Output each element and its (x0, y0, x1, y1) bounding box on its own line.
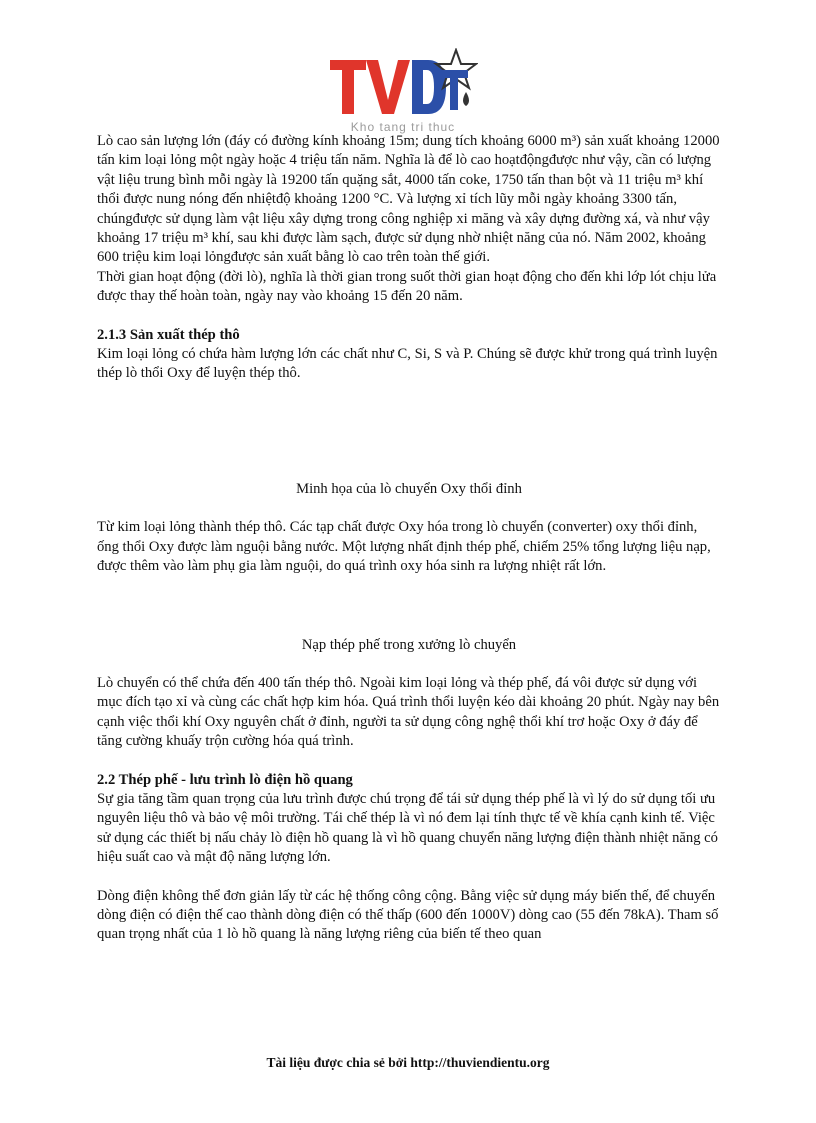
caption-oxygen-converter: Minh họa của lò chuyển Oxy thổi đỉnh (296, 480, 522, 497)
tvdt-logo (328, 48, 478, 138)
caption-scrap-charging: Nạp thép phế trong xưởng lò chuyển (301, 636, 517, 653)
logo-tagline: Kho tang tri thuc (350, 120, 456, 134)
heading-electric-arc-furnace: 2.2 Thép phế - lưu trình lò điện hồ quang (97, 771, 353, 788)
paragraph-blast-furnace-capacity: Lò cao sản lượng lớn (đáy có đường kính khoảng 15m; dung tích khoảng 6000 m³) sản xuất khoảng 12000 tấn kim loại lỏng một ngày hoặc 4 triệu tấn năm. Nghĩa là để lò cao hoạtđộngđược như vậy, cần có lượng vật liệu trung bình mỗi ngày là 19200 tấn quặng sắt, 4000 tấn coke, 1750 tấn than bột và 11 triệu m³ khí thổi được nung nóng đến nhiệtđộ khoảng 1200 °C. Và lượng xỉ tích lũy mỗi ngày khoảng 3300 tấn, chúngđược sử dụng làm vật liệu xây dựng trong công nghiệp xi măng và xây dựng đường xá, và như vậy khoảng 17 triệu m³ khí, sau khi được làm sạch, được sử dụng nhờ nhiệt năng của nó. Năm 2002, khoảng 600 triệu kim loại lỏngđược sản xuất bằng lò cao trên toàn thế giới. (97, 133, 720, 266)
paragraph-liquid-metal: Kim loại lỏng có chứa hàm lượng lớn các chất như C, Si, S và P. Chúng sẽ được khử trong quá trình luyện thép lò thổi Oxy để luyện thép thô. (97, 346, 718, 382)
paragraph-scrap-recycling: Sự gia tăng tầm quan trọng của lưu trình được chú trọng để tái sử dụng thép phế là vì lý do sử dụng tối ưu nguyên liệu thô và bảo vệ môi trường. Tái chế thép là vì nó đem lại tính thực tế về khía cạnh kinh tế. Việc sử dụng các thiết bị nấu chảy lò điện hồ quang là vì hồ quang chuyển năng lượng điện thành nhiệt năng có hiệu suất cao và mật độ năng lượng lớn. (97, 790, 718, 866)
paragraph-electric-current: Dòng điện không thể đơn giản lấy từ các hệ thống công cộng. Bằng việc sử dụng máy biến thế, để chuyển dòng điện có điện thế cao thành dòng điện có thế thấp (600 đến 1000V) dòng cao (55 đến 78kA). Tham số quan trọng nhất của 1 lò hồ quang là năng lượng riêng của biến tế theo quan (97, 887, 719, 943)
paragraph-furnace-lifetime: Thời gian hoạt động (đời lò), nghĩa là thời gian trong suốt thời gian hoạt động cho đến khi lớp lót chịu lửa được thay thế hoàn toàn, ngày nay vào khoảng 15 đến 20 năm. (97, 268, 717, 305)
tvdt-logo-graphic (328, 48, 478, 120)
paragraph-crude-steel-process: Từ kim loại lỏng thành thép thô. Các tạp chất được Oxy hóa trong lò chuyển (converter) oxy thổi đỉnh, ống thổi Oxy được làm nguội bằng nước. Một lượng nhất định thép phế, chiếm 25% tổng lượng liệu nạp, được thêm vào làm phụ gia làm nguội, do quá trình oxy hóa sinh ra lượng nhiệt rất lớn. (97, 519, 711, 575)
document-body (97, 132, 721, 945)
page-footer: Tài liệu được chia sẻ bởi http://thuviendientu.org (266, 1055, 550, 1070)
heading-crude-steel: 2.1.3 Sản xuất thép thô (97, 326, 240, 343)
paragraph-converter-capacity: Lò chuyển có thể chứa đến 400 tấn thép thô. Ngoài kim loại lỏng và thép phế, đá vôi được sử dụng với mục đích tạo xỉ và cùng các chất hợp kim hóa. Quá trình thổi luyện kéo dài khoảng 20 phút. Ngày nay bên cạnh việc thổi khí Oxy nguyên chất ở đỉnh, người ta sử dụng công nghệ thổi khí trơ hoặc Oxy ở đáy để tăng cường khuấy trộn cường hóa quá trình. (97, 674, 720, 750)
